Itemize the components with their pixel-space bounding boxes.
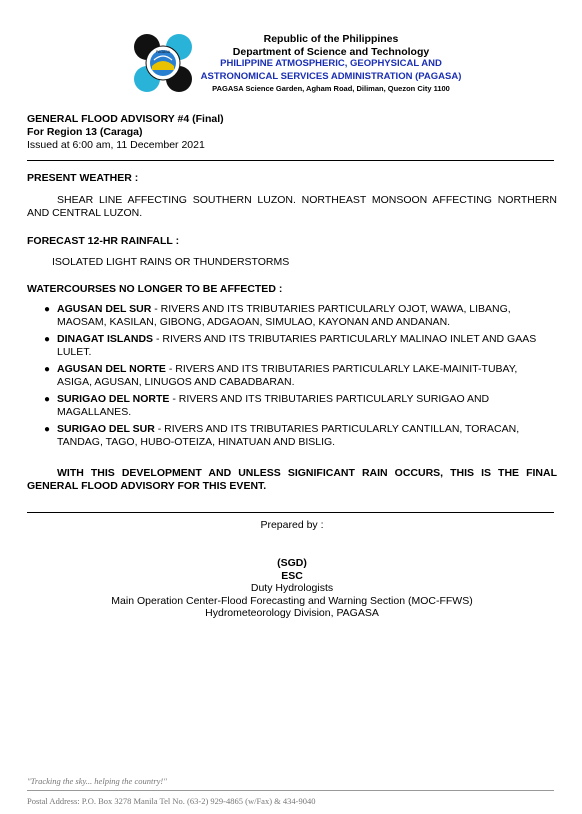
watercourse-text: - RIVERS AND ITS TRIBUTARIES PARTICULARLY SURIGAO AND MAGALLANES.	[57, 393, 490, 418]
agency-address: PAGASA Science Garden, Agham Road, Diliman, Quezon City 1100	[212, 84, 450, 93]
present-weather-label: PRESENT WEATHER :	[27, 172, 139, 184]
advisory-heading	[27, 113, 224, 152]
prepared-by-label: Prepared by :	[260, 519, 324, 531]
footer-tagline: "Tracking the sky... helping the country!"	[27, 776, 167, 786]
divider-footer	[27, 790, 554, 791]
logo-text: PAGASA	[155, 50, 171, 54]
province-name: DINAGAT ISLANDS	[57, 333, 154, 345]
forecast-label: FORECAST 12-HR RAINFALL :	[27, 235, 180, 247]
watercourses-label: WATERCOURSES NO LONGER TO BE AFFECTED :	[27, 283, 283, 295]
divider-middle	[27, 512, 554, 513]
preparer-initials: ESC	[281, 569, 303, 582]
present-weather-text: SHEAR LINE AFFECTING SOUTHERN LUZON. NORTHEAST MONSOON AFFECTING NORTHERN AND CENTRAL LUZON.	[27, 194, 557, 219]
advisory-region: For Region 13 (Caraga)	[27, 126, 143, 138]
bullet-icon: ●	[44, 334, 51, 345]
signed-mark: (SGD)	[277, 557, 307, 569]
province-name: AGUSAN DEL NORTE	[57, 363, 166, 375]
watercourse-text: - RIVERS AND ITS TRIBUTARIES PARTICULARLY LAKE-MAINIT-TUBAY, ASIGA, AGUSAN, LINUGOS AND CABADBARAN.	[57, 363, 518, 388]
agency-line-2: ASTRONOMICAL SERVICES ADMINISTRATION (PAGASA)	[200, 70, 462, 82]
province-name: SURIGAO DEL NORTE	[57, 393, 170, 405]
republic-line: Republic of the Philippines	[263, 33, 399, 45]
letterhead	[200, 33, 462, 94]
watercourse-text: - RIVERS AND ITS TRIBUTARIES PARTICULARLY OJOT, WAWA, LIBANG, MAOSAM, KASILAN, GIBONG, ADGAOAN, SIMULAO, KAYONAN AND ANDANAN.	[57, 303, 511, 328]
preparer-section: Main Operation Center-Flood Forecasting and Warning Section (MOC-FFWS)	[111, 594, 473, 607]
divider-top	[27, 160, 554, 161]
advisory-issued: Issued at 6:00 am, 11 December 2021	[27, 139, 205, 151]
department-line: Department of Science and Technology	[232, 45, 430, 58]
bullet-icon: ●	[44, 304, 51, 315]
province-name: AGUSAN DEL SUR	[57, 303, 152, 315]
pagasa-seal-icon	[132, 32, 194, 94]
bullet-icon: ●	[44, 394, 51, 405]
watercourse-item	[44, 393, 554, 419]
signature-block	[27, 557, 557, 620]
footer-address: Postal Address: P.O. Box 3278 Manila Tel No. (63-2) 929-4865 (w/Fax) & 434-9040	[27, 796, 316, 806]
watercourses-list	[44, 303, 554, 453]
preparer-division: Hydrometeorology Division, PAGASA	[205, 607, 379, 619]
forecast-text: ISOLATED LIGHT RAINS OR THUNDERSTORMS	[52, 256, 290, 268]
watercourse-item	[44, 303, 554, 329]
watercourse-text: - RIVERS AND ITS TRIBUTARIES PARTICULARLY MALINAO INLET AND GAAS LULET.	[57, 333, 537, 358]
preparer-role: Duty Hydrologists	[250, 582, 334, 594]
watercourse-item	[44, 333, 554, 359]
advisory-title: GENERAL FLOOD ADVISORY #4 (Final)	[27, 113, 224, 125]
closing-statement: WITH THIS DEVELOPMENT AND UNLESS SIGNIFICANT RAIN OCCURS, THIS IS THE FINAL GENERAL FLOOD ADVISORY FOR THIS EVENT.	[27, 467, 557, 492]
province-name: SURIGAO DEL SUR	[57, 423, 155, 435]
bullet-icon: ●	[44, 424, 51, 435]
watercourse-item	[44, 363, 554, 389]
watercourse-text: - RIVERS AND ITS TRIBUTARIES PARTICULARLY CANTILLAN, TORACAN, TANDAG, TAGO, HUBO-OTEIZA, HINATUAN AND BISLIG.	[57, 423, 520, 448]
agency-line-1: PHILIPPINE ATMOSPHERIC, GEOPHYSICAL AND	[220, 58, 442, 69]
watercourse-item	[44, 423, 554, 449]
bullet-icon: ●	[44, 364, 51, 375]
